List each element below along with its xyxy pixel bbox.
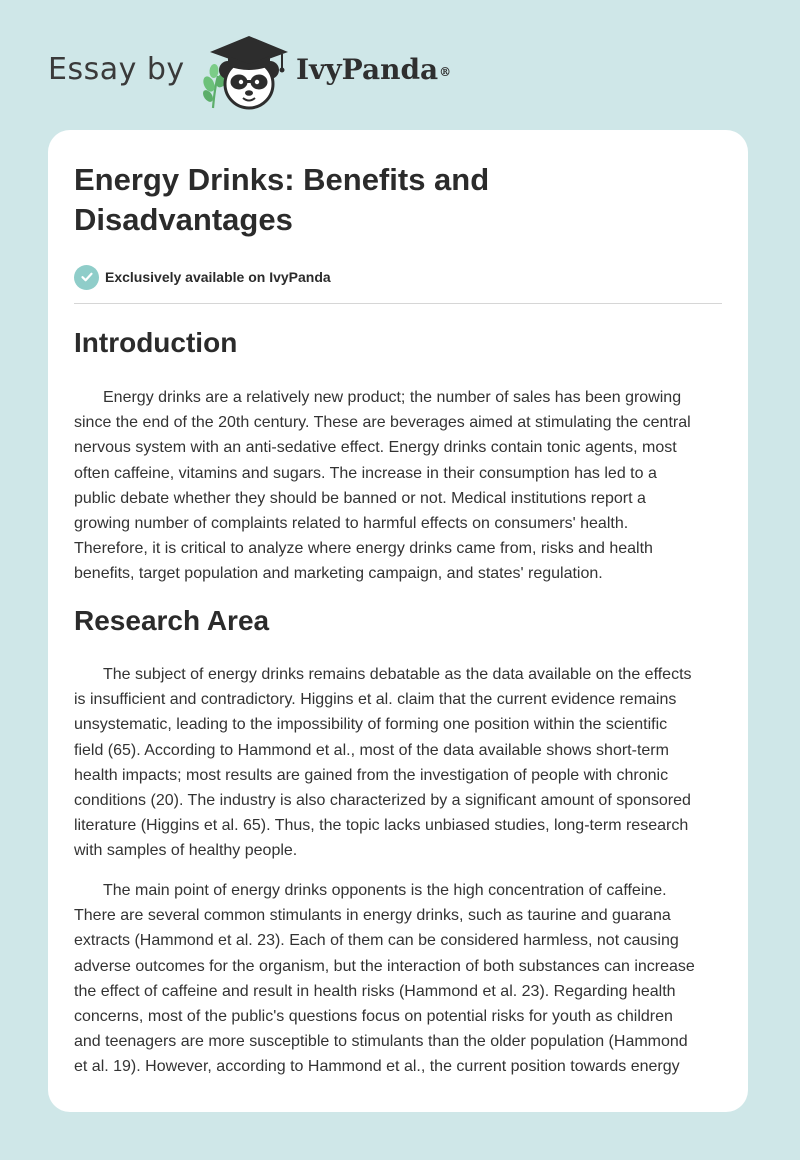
brand-name[interactable]: IvyPanda® (296, 53, 452, 86)
paragraph (74, 878, 724, 1080)
paragraph-line: Therefore, it is critical to analyze where energy drinks came from, risks and health (74, 540, 653, 558)
paragraph-line: since the end of the 20th century. These are beverages aimed at stimulating the central (74, 414, 691, 432)
paragraph (74, 662, 724, 864)
divider (74, 303, 722, 304)
badge-text: Exclusively available on IvyPanda (105, 269, 331, 285)
essay-title-line: Disadvantages (74, 202, 293, 237)
essay-title-line: Energy Drinks: Benefits and (74, 162, 490, 197)
site-header (0, 0, 800, 120)
paragraph-line: public debate whether they should be banned or not. Medical institutions report a (74, 489, 646, 507)
check-circle-icon (74, 265, 99, 290)
paragraph-line: Energy drinks are a relatively new product; the number of sales has been growing (103, 389, 682, 406)
section-heading: Research Area (74, 605, 270, 636)
registered-mark: ® (439, 65, 452, 79)
paragraph-line: et al. 19). However, according to Hammond et al., the current position towards energy (74, 1058, 680, 1076)
essay-title (74, 160, 634, 240)
panda-logo-icon[interactable] (200, 34, 292, 110)
paragraph-line: unsystematic, leading to the impossibility of forming one position within the scientific (74, 716, 668, 734)
section-heading: Introduction (74, 327, 238, 358)
paragraph-line: adverse outcomes for the organism, but the interaction of both substances can increase (74, 957, 695, 975)
paragraph-line: growing number of complaints related to harmful effects on consumers' health. (74, 515, 629, 533)
paragraph-line: with samples of healthy people. (74, 842, 298, 860)
paragraph-line: The main point of energy drinks opponents is the high concentration of caffeine. (103, 882, 667, 899)
paragraph-line: health impacts; most results are gained from the investigation of people with chronic (74, 766, 669, 784)
paragraph-line: benefits, target population and marketing campaign, and states' regulation. (74, 565, 603, 583)
exclusive-badge (74, 264, 331, 290)
paragraph-line: concerns, most of the public's questions focus on potential risks for youth as children (74, 1008, 673, 1026)
paragraph-line: often caffeine, vitamins and sugars. The increase in their consumption has led to a (74, 464, 657, 482)
paragraph-line: There are several common stimulants in energy drinks, such as taurine and guarana (74, 907, 671, 925)
paragraph-line: and teenagers are more susceptible to stimulants than the older population (Hammond (74, 1033, 688, 1051)
paragraph (74, 385, 724, 587)
paragraph-line: nervous system with an anti-sedative effect. Energy drinks contain tonic agents, most (74, 439, 677, 457)
paragraph-line: is insufficient and contradictory. Higgins et al. claim that the current evidence remains (74, 691, 677, 709)
paragraph-line: literature (Higgins et al. 65). Thus, the topic lacks unbiased studies, long-term research (74, 817, 689, 835)
paragraph-line: field (65). According to Hammond et al., most of the data available shows short-term (74, 741, 669, 759)
paragraph-line: conditions (20). The industry is also characterized by a significant amount of sponsored (74, 792, 691, 810)
brand-prefix: Essay by (48, 52, 185, 87)
paragraph-line: extracts (Hammond et al. 23). Each of them can be considered harmless, not causing (74, 932, 679, 950)
paragraph-line: The subject of energy drinks remains debatable as the data available on the effects (103, 666, 692, 683)
essay-card (48, 130, 748, 1112)
paragraph-line: the effect of caffeine and result in health risks (Hammond et al. 23). Regarding health (74, 982, 676, 1000)
